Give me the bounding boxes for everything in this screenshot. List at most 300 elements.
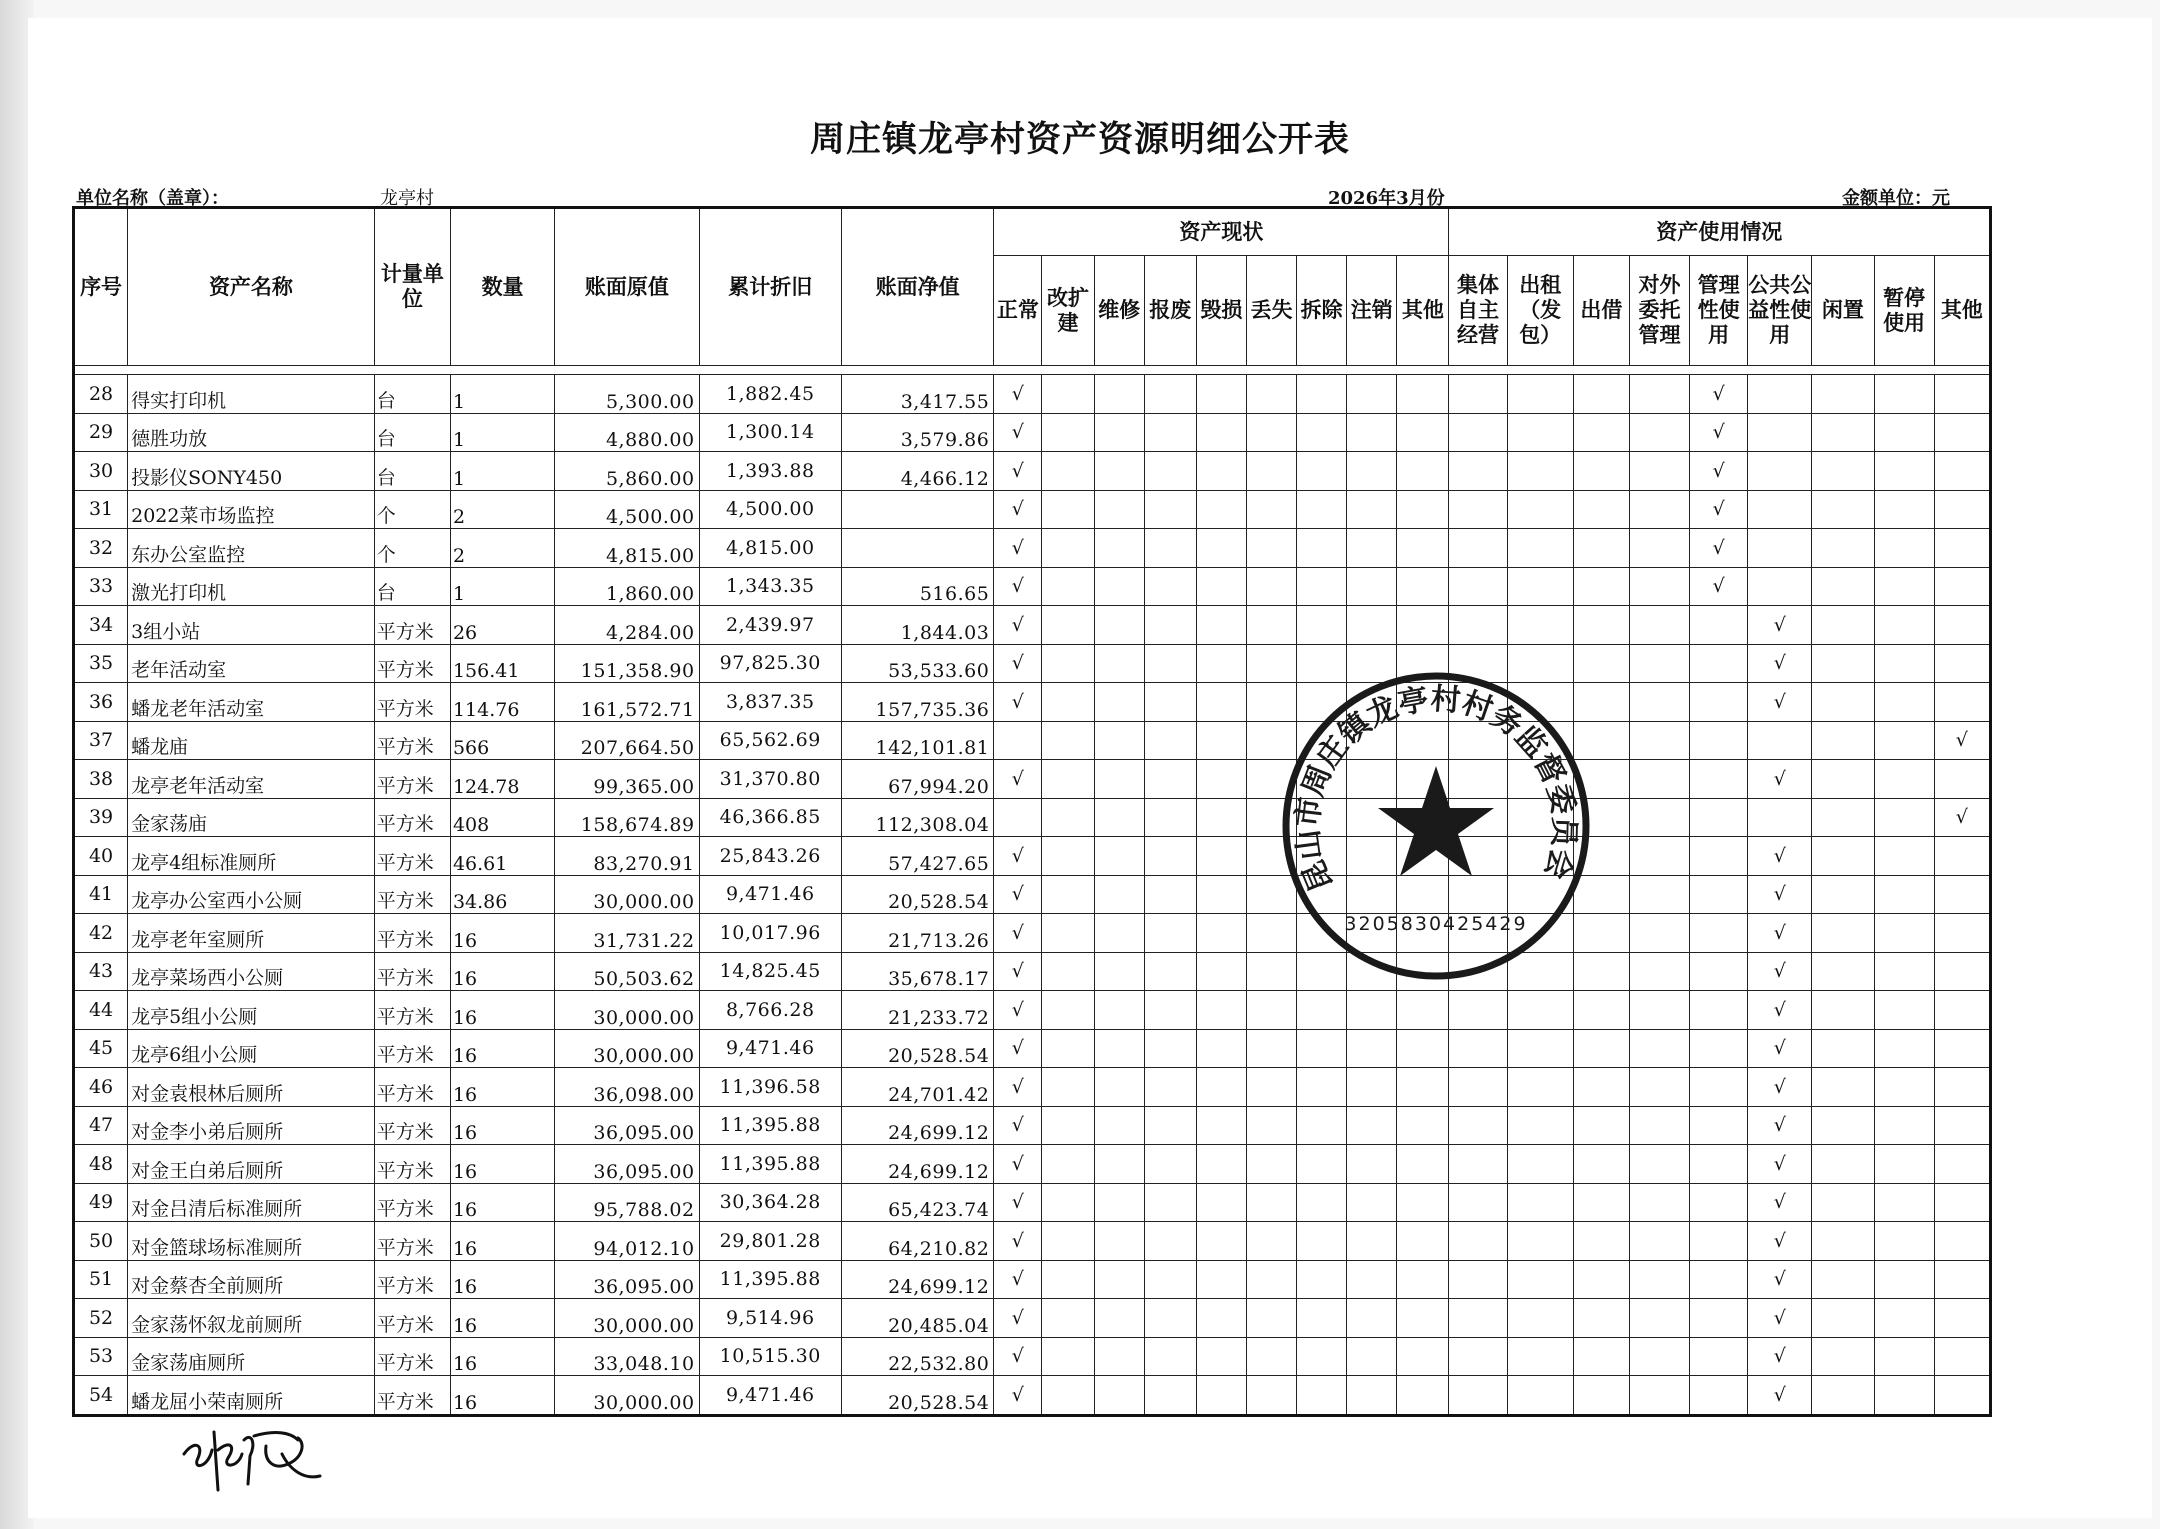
check-mark: √	[994, 1068, 1042, 1107]
book-value: 1,860.00	[555, 567, 699, 606]
empty-cell	[1573, 529, 1629, 568]
table-row	[74, 1145, 1991, 1184]
empty-cell	[1934, 452, 1990, 491]
empty-cell	[1874, 721, 1934, 760]
empty-cell	[1042, 1376, 1094, 1416]
empty-cell	[1196, 1068, 1246, 1107]
empty-cell	[1874, 1106, 1934, 1145]
empty-cell	[1690, 991, 1748, 1030]
empty-cell	[1812, 875, 1874, 914]
net-value: 35,678.17	[841, 952, 993, 991]
empty-cell	[1449, 1337, 1507, 1376]
empty-cell	[1042, 1222, 1094, 1261]
empty-cell	[1874, 837, 1934, 876]
empty-cell	[1690, 1068, 1748, 1107]
table-row	[74, 644, 1991, 683]
table-row	[74, 452, 1991, 491]
asset-table	[72, 206, 1992, 1417]
empty-cell	[1449, 567, 1507, 606]
table-row	[74, 1299, 1991, 1338]
asset-name: 金家荡怀叙龙前厕所	[128, 1299, 375, 1338]
empty-cell	[1042, 1145, 1094, 1184]
quantity: 16	[450, 1106, 554, 1145]
empty-cell	[1874, 490, 1934, 529]
empty-cell	[1507, 1299, 1573, 1338]
empty-cell	[1812, 1068, 1874, 1107]
col-net-value: 账面净值	[841, 208, 993, 366]
empty-cell	[1094, 914, 1144, 953]
net-value: 24,699.12	[841, 1260, 993, 1299]
empty-cell	[1690, 1299, 1748, 1338]
empty-cell	[1934, 413, 1990, 452]
empty-cell	[1246, 413, 1296, 452]
measure-unit: 平方米	[374, 1337, 450, 1376]
empty-cell	[1144, 644, 1196, 683]
empty-cell	[1812, 1222, 1874, 1261]
measure-unit: 台	[374, 413, 450, 452]
empty-cell	[1874, 952, 1934, 991]
empty-cell	[1196, 721, 1246, 760]
book-value: 36,095.00	[555, 1260, 699, 1299]
book-value: 151,358.90	[555, 644, 699, 683]
measure-unit: 平方米	[374, 837, 450, 876]
book-value: 30,000.00	[555, 875, 699, 914]
check-mark: √	[994, 760, 1042, 799]
empty-cell	[1094, 837, 1144, 876]
empty-cell	[1297, 1376, 1347, 1416]
accumulated-depreciation: 97,825.30	[699, 644, 841, 683]
measure-unit: 平方米	[374, 1106, 450, 1145]
empty-cell	[1812, 1145, 1874, 1184]
empty-cell	[1196, 1299, 1246, 1338]
empty-cell	[1397, 1376, 1449, 1416]
empty-cell	[1042, 1183, 1094, 1222]
net-value: 142,101.81	[841, 721, 993, 760]
book-value: 50,503.62	[555, 952, 699, 991]
empty-cell	[1196, 452, 1246, 491]
net-value: 4,466.12	[841, 452, 993, 491]
check-mark: √	[1748, 1183, 1812, 1222]
empty-cell	[1690, 606, 1748, 645]
book-value: 33,048.10	[555, 1337, 699, 1376]
empty-cell	[1449, 606, 1507, 645]
document-title: 周庄镇龙亭村资产资源明细公开表	[809, 120, 1350, 160]
empty-cell	[1449, 1222, 1507, 1261]
check-mark: √	[994, 644, 1042, 683]
measure-unit: 平方米	[374, 875, 450, 914]
table-body	[74, 375, 1991, 1416]
empty-cell	[1196, 991, 1246, 1030]
accumulated-depreciation: 11,395.88	[699, 1145, 841, 1184]
seal-arc-text: 昆山市周庄镇龙亭村村务监督委员会	[1290, 681, 1582, 897]
empty-cell	[1094, 1183, 1144, 1222]
col-usage-entrusted: 对外委托管理	[1629, 256, 1689, 366]
quantity: 2	[450, 490, 554, 529]
asset-name: 德胜功放	[128, 413, 375, 452]
measure-unit: 平方米	[374, 1145, 450, 1184]
empty-cell	[1042, 490, 1094, 529]
empty-cell	[1246, 606, 1296, 645]
asset-name: 激光打印机	[128, 567, 375, 606]
row-index: 40	[74, 837, 128, 876]
empty-cell	[1347, 375, 1397, 414]
asset-name: 龙亭4组标准厕所	[128, 837, 375, 876]
empty-cell	[1874, 1376, 1934, 1416]
empty-cell	[1812, 1260, 1874, 1299]
accumulated-depreciation: 10,515.30	[699, 1337, 841, 1376]
empty-cell	[1042, 991, 1094, 1030]
accumulated-depreciation: 9,471.46	[699, 875, 841, 914]
empty-cell	[1094, 1260, 1144, 1299]
quantity: 16	[450, 1376, 554, 1416]
empty-cell	[1397, 452, 1449, 491]
check-mark: √	[994, 683, 1042, 722]
empty-cell	[1748, 567, 1812, 606]
empty-cell	[1347, 490, 1397, 529]
empty-cell	[1934, 1337, 1990, 1376]
empty-cell	[1196, 837, 1246, 876]
empty-cell	[1934, 1376, 1990, 1416]
empty-cell	[1246, 1029, 1296, 1068]
empty-cell	[1507, 490, 1573, 529]
table-row	[74, 529, 1991, 568]
col-status-normal: 正常	[994, 256, 1042, 366]
accumulated-depreciation: 1,300.14	[699, 413, 841, 452]
empty-cell	[1573, 1222, 1629, 1261]
empty-cell	[1812, 760, 1874, 799]
empty-cell	[1812, 952, 1874, 991]
col-status-cancelled: 注销	[1347, 256, 1397, 366]
empty-cell	[1094, 1376, 1144, 1416]
row-index: 45	[74, 1029, 128, 1068]
net-value: 53,533.60	[841, 644, 993, 683]
empty-cell	[1629, 490, 1689, 529]
empty-cell	[1144, 1183, 1196, 1222]
empty-cell	[1094, 567, 1144, 606]
empty-cell	[1042, 1029, 1094, 1068]
empty-cell	[1874, 606, 1934, 645]
book-value: 207,664.50	[555, 721, 699, 760]
empty-cell	[1094, 798, 1144, 837]
accumulated-depreciation: 11,395.88	[699, 1106, 841, 1145]
empty-cell	[1144, 375, 1196, 414]
accumulated-depreciation: 1,393.88	[699, 452, 841, 491]
table-row	[74, 798, 1991, 837]
empty-cell	[1449, 375, 1507, 414]
empty-cell	[1748, 452, 1812, 491]
empty-cell	[1144, 798, 1196, 837]
quantity: 16	[450, 1068, 554, 1107]
empty-cell	[1812, 683, 1874, 722]
empty-cell	[1246, 1337, 1296, 1376]
empty-cell	[1196, 413, 1246, 452]
quantity: 16	[450, 1260, 554, 1299]
row-index: 46	[74, 1068, 128, 1107]
check-mark: √	[1748, 837, 1812, 876]
book-value: 30,000.00	[555, 991, 699, 1030]
check-mark: √	[1748, 991, 1812, 1030]
empty-cell	[1246, 1068, 1296, 1107]
empty-cell	[1347, 452, 1397, 491]
col-usage-idle: 闲置	[1812, 256, 1874, 366]
empty-cell	[1144, 721, 1196, 760]
measure-unit: 平方米	[374, 606, 450, 645]
empty-cell	[1246, 567, 1296, 606]
empty-cell	[1196, 490, 1246, 529]
empty-cell	[1449, 1145, 1507, 1184]
empty-cell	[1397, 413, 1449, 452]
empty-cell	[1874, 914, 1934, 953]
empty-cell	[1196, 1337, 1246, 1376]
empty-cell	[1196, 760, 1246, 799]
empty-cell	[1629, 1260, 1689, 1299]
accumulated-depreciation: 4,500.00	[699, 490, 841, 529]
accumulated-depreciation: 65,562.69	[699, 721, 841, 760]
check-mark: √	[994, 1337, 1042, 1376]
net-value	[841, 490, 993, 529]
official-seal	[1278, 668, 1594, 984]
empty-cell	[1449, 1029, 1507, 1068]
col-group-status: 资产现状	[994, 208, 1449, 256]
asset-name: 对金袁根林后厕所	[128, 1068, 375, 1107]
empty-cell	[1397, 1145, 1449, 1184]
check-mark: √	[994, 1145, 1042, 1184]
col-usage-administrative: 管理性使用	[1690, 256, 1748, 366]
empty-cell	[1144, 1337, 1196, 1376]
asset-name: 龙亭办公室西小公厕	[128, 875, 375, 914]
accumulated-depreciation: 14,825.45	[699, 952, 841, 991]
check-mark: √	[1690, 413, 1748, 452]
empty-cell	[1347, 1299, 1397, 1338]
empty-cell	[1042, 1260, 1094, 1299]
empty-cell	[1144, 529, 1196, 568]
check-mark: √	[1748, 952, 1812, 991]
empty-cell	[1812, 490, 1874, 529]
empty-cell	[1196, 567, 1246, 606]
empty-cell	[1246, 1106, 1296, 1145]
empty-cell	[1347, 567, 1397, 606]
check-mark: √	[1748, 1260, 1812, 1299]
empty-cell	[1573, 413, 1629, 452]
empty-cell	[1297, 1183, 1347, 1222]
empty-cell	[1573, 1068, 1629, 1107]
empty-cell	[1507, 1183, 1573, 1222]
empty-cell	[1144, 952, 1196, 991]
empty-cell	[1449, 1376, 1507, 1416]
row-index: 36	[74, 683, 128, 722]
empty-cell	[1144, 875, 1196, 914]
empty-cell	[1629, 375, 1689, 414]
empty-cell	[1196, 1260, 1246, 1299]
table-row	[74, 875, 1991, 914]
empty-cell	[1629, 1337, 1689, 1376]
check-mark: √	[1690, 452, 1748, 491]
empty-cell	[1042, 413, 1094, 452]
table-row	[74, 1029, 1991, 1068]
empty-cell	[1347, 1376, 1397, 1416]
col-depreciation: 累计折旧	[699, 208, 841, 366]
empty-cell	[1934, 875, 1990, 914]
accumulated-depreciation: 31,370.80	[699, 760, 841, 799]
empty-cell	[1449, 529, 1507, 568]
empty-cell	[1397, 1222, 1449, 1261]
empty-cell	[1874, 1222, 1934, 1261]
empty-cell	[1042, 798, 1094, 837]
empty-cell	[1812, 914, 1874, 953]
empty-cell	[1507, 1029, 1573, 1068]
empty-cell	[1812, 567, 1874, 606]
empty-cell	[1397, 1029, 1449, 1068]
empty-cell	[1297, 991, 1347, 1030]
empty-cell	[1246, 1376, 1296, 1416]
empty-cell	[1874, 798, 1934, 837]
col-index: 序号	[74, 208, 128, 366]
book-value: 30,000.00	[555, 1299, 699, 1338]
empty-cell	[1397, 1260, 1449, 1299]
col-status-damaged: 毁损	[1196, 256, 1246, 366]
net-value: 22,532.80	[841, 1337, 993, 1376]
empty-cell	[1144, 490, 1196, 529]
check-mark: √	[1748, 1145, 1812, 1184]
accumulated-depreciation: 8,766.28	[699, 991, 841, 1030]
empty-cell	[1812, 721, 1874, 760]
empty-cell	[1934, 1029, 1990, 1068]
asset-name: 蟠龙庙	[128, 721, 375, 760]
empty-cell	[1629, 1183, 1689, 1222]
empty-cell	[1874, 452, 1934, 491]
empty-cell	[1196, 952, 1246, 991]
report-period: 2026年3月份	[1328, 188, 1445, 209]
asset-name: 金家荡庙	[128, 798, 375, 837]
row-index: 34	[74, 606, 128, 645]
net-value: 24,699.12	[841, 1145, 993, 1184]
empty-cell	[1629, 1106, 1689, 1145]
empty-cell	[1094, 490, 1144, 529]
empty-cell	[1347, 1145, 1397, 1184]
accumulated-depreciation: 4,815.00	[699, 529, 841, 568]
empty-cell	[1144, 452, 1196, 491]
empty-cell	[1144, 837, 1196, 876]
empty-cell	[1507, 1260, 1573, 1299]
empty-cell	[1196, 1376, 1246, 1416]
empty-cell	[1874, 760, 1934, 799]
empty-cell	[1297, 1260, 1347, 1299]
row-index: 50	[74, 1222, 128, 1261]
empty-cell	[1812, 837, 1874, 876]
empty-cell	[1874, 1299, 1934, 1338]
asset-name: 对金王白弟后厕所	[128, 1145, 375, 1184]
measure-unit: 平方米	[374, 798, 450, 837]
row-index: 49	[74, 1183, 128, 1222]
empty-cell	[1748, 375, 1812, 414]
currency-unit: 金额单位：元	[1842, 188, 1950, 209]
check-mark: √	[1748, 1222, 1812, 1261]
empty-cell	[1094, 1106, 1144, 1145]
empty-cell	[1196, 375, 1246, 414]
book-value: 36,095.00	[555, 1145, 699, 1184]
check-mark: √	[994, 567, 1042, 606]
empty-cell	[1629, 721, 1689, 760]
empty-cell	[1297, 606, 1347, 645]
check-mark: √	[994, 875, 1042, 914]
empty-cell	[1874, 875, 1934, 914]
empty-cell	[1246, 1222, 1296, 1261]
empty-cell	[1196, 606, 1246, 645]
empty-cell	[1629, 529, 1689, 568]
accumulated-depreciation: 46,366.85	[699, 798, 841, 837]
table-row	[74, 683, 1991, 722]
empty-cell	[1690, 683, 1748, 722]
check-mark: √	[1748, 644, 1812, 683]
asset-name: 龙亭6组小公厕	[128, 1029, 375, 1068]
col-unit: 计量单位	[374, 208, 450, 366]
empty-cell	[1690, 1029, 1748, 1068]
book-value: 36,098.00	[555, 1068, 699, 1107]
book-value: 83,270.91	[555, 837, 699, 876]
measure-unit: 台	[374, 375, 450, 414]
row-index: 42	[74, 914, 128, 953]
accumulated-depreciation: 9,471.46	[699, 1376, 841, 1416]
check-mark: √	[994, 1376, 1042, 1416]
empty-cell	[1449, 1106, 1507, 1145]
measure-unit: 个	[374, 529, 450, 568]
empty-cell	[1196, 798, 1246, 837]
empty-cell	[1690, 721, 1748, 760]
empty-cell	[1246, 490, 1296, 529]
empty-cell	[1196, 1222, 1246, 1261]
row-index: 53	[74, 1337, 128, 1376]
empty-cell	[1397, 1106, 1449, 1145]
table-row	[74, 721, 1991, 760]
table-row	[74, 490, 1991, 529]
col-status-demolished: 拆除	[1297, 256, 1347, 366]
book-value: 158,674.89	[555, 798, 699, 837]
unit-name: 龙亭村	[380, 188, 434, 209]
empty-cell	[1507, 1106, 1573, 1145]
empty-cell	[1196, 875, 1246, 914]
check-mark: √	[994, 914, 1042, 953]
empty-cell	[1507, 991, 1573, 1030]
empty-cell	[1874, 991, 1934, 1030]
accumulated-depreciation: 9,514.96	[699, 1299, 841, 1338]
net-value: 3,579.86	[841, 413, 993, 452]
table-header	[74, 208, 1991, 375]
empty-cell	[1297, 413, 1347, 452]
check-mark: √	[994, 991, 1042, 1030]
empty-cell	[1934, 914, 1990, 953]
empty-cell	[1042, 760, 1094, 799]
table-row	[74, 1068, 1991, 1107]
quantity: 16	[450, 1145, 554, 1184]
accumulated-depreciation: 29,801.28	[699, 1222, 841, 1261]
empty-cell	[1042, 683, 1094, 722]
check-mark: √	[994, 1222, 1042, 1261]
asset-name: 东办公室监控	[128, 529, 375, 568]
empty-cell	[1573, 1299, 1629, 1338]
empty-cell	[1629, 1029, 1689, 1068]
empty-cell	[1934, 837, 1990, 876]
measure-unit: 平方米	[374, 1260, 450, 1299]
quantity: 1	[450, 413, 554, 452]
empty-cell	[1690, 1337, 1748, 1376]
empty-cell	[1347, 1222, 1397, 1261]
empty-cell	[1297, 1106, 1347, 1145]
row-index: 29	[74, 413, 128, 452]
empty-cell	[1042, 567, 1094, 606]
quantity: 408	[450, 798, 554, 837]
empty-cell	[1629, 683, 1689, 722]
empty-cell	[1094, 683, 1144, 722]
